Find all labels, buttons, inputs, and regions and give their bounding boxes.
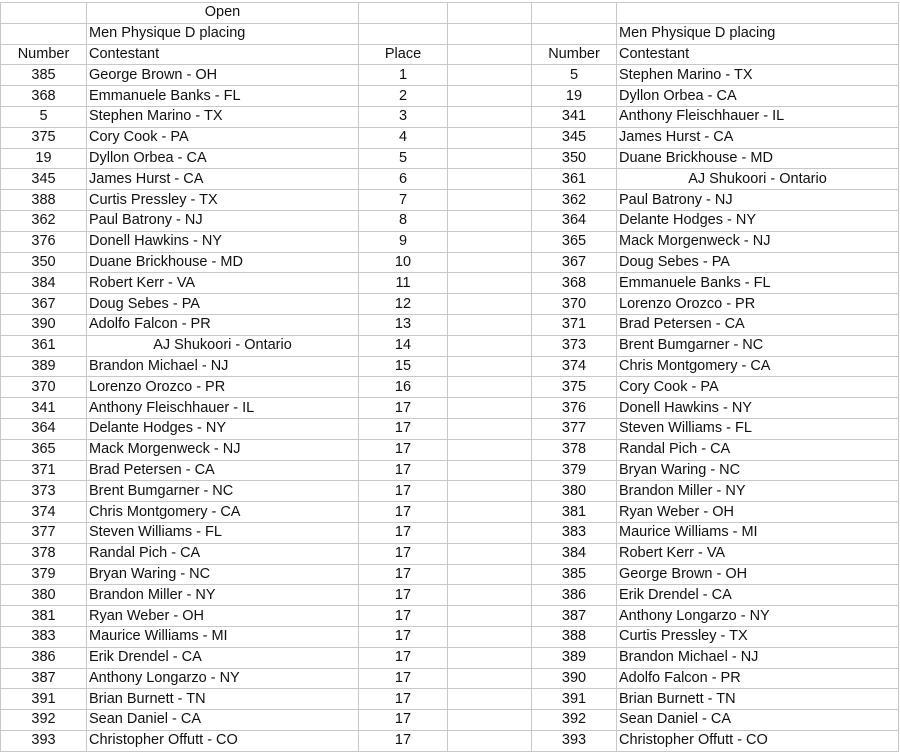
cell[interactable] <box>359 23 448 44</box>
subtitle-row <box>1 23 899 44</box>
contestant-cell[interactable]: Brandon Michael - NJ <box>87 356 359 377</box>
cell[interactable] <box>448 44 532 65</box>
table-row <box>1 294 899 315</box>
number-cell[interactable]: 383 <box>1 626 87 647</box>
place-cell[interactable]: 17 <box>359 710 448 731</box>
right-contestant-cell[interactable]: Randal Pich - CA <box>617 439 899 460</box>
right-contestant-cell[interactable]: Emmanuele Banks - FL <box>617 273 899 294</box>
right-number-cell[interactable]: 386 <box>532 585 617 606</box>
right-contestant-cell[interactable]: Mack Morgenweck - NJ <box>617 231 899 252</box>
contestant-cell[interactable]: Dyllon Orbea - CA <box>87 148 359 169</box>
table-row <box>1 231 899 252</box>
number-cell[interactable]: 386 <box>1 647 87 668</box>
right-contestant-cell[interactable]: AJ Shukoori - Ontario <box>617 169 899 190</box>
cell[interactable] <box>448 730 532 751</box>
cell[interactable] <box>448 585 532 606</box>
cell[interactable] <box>448 86 532 107</box>
number-cell[interactable]: 368 <box>1 86 87 107</box>
cell[interactable] <box>448 543 532 564</box>
right-number-cell[interactable]: 361 <box>532 169 617 190</box>
right-number-cell[interactable]: 345 <box>532 127 617 148</box>
number-cell[interactable]: 381 <box>1 606 87 627</box>
right-number-cell[interactable]: 362 <box>532 190 617 211</box>
right-contestant-cell[interactable]: James Hurst - CA <box>617 127 899 148</box>
table-row <box>1 190 899 211</box>
place-cell[interactable]: 12 <box>359 294 448 315</box>
cell[interactable] <box>448 460 532 481</box>
place-cell[interactable]: 9 <box>359 231 448 252</box>
cell[interactable] <box>448 23 532 44</box>
table-row <box>1 668 899 689</box>
number-cell[interactable]: 387 <box>1 668 87 689</box>
contestant-cell[interactable]: Chris Montgomery - CA <box>87 502 359 523</box>
contestant-cell[interactable]: Bryan Waring - NC <box>87 564 359 585</box>
cell[interactable] <box>448 148 532 169</box>
contestant-cell[interactable]: Duane Brickhouse - MD <box>87 252 359 273</box>
right-number-cell[interactable]: 377 <box>532 418 617 439</box>
right-number-cell[interactable]: 380 <box>532 481 617 502</box>
right-number-cell[interactable]: 375 <box>532 377 617 398</box>
number-cell[interactable]: 362 <box>1 210 87 231</box>
number-cell[interactable]: 385 <box>1 65 87 86</box>
right-contestant-cell[interactable]: Christopher Offutt - CO <box>617 730 899 751</box>
right-contestant-cell[interactable]: Steven Williams - FL <box>617 418 899 439</box>
contestant-cell[interactable]: Randal Pich - CA <box>87 543 359 564</box>
right-number-cell[interactable]: 389 <box>532 647 617 668</box>
cell[interactable] <box>617 3 899 24</box>
cell[interactable] <box>1 3 87 24</box>
right-number-cell[interactable]: 381 <box>532 502 617 523</box>
contestant-cell[interactable]: Doug Sebes - PA <box>87 294 359 315</box>
cell[interactable] <box>448 210 532 231</box>
right-number-cell[interactable]: 393 <box>532 730 617 751</box>
number-cell[interactable]: 374 <box>1 502 87 523</box>
place-cell[interactable]: 1 <box>359 65 448 86</box>
right-number-cell[interactable]: 373 <box>532 335 617 356</box>
cell[interactable] <box>532 3 617 24</box>
table-row <box>1 418 899 439</box>
header-number[interactable]: Number <box>1 44 87 65</box>
place-cell[interactable]: 17 <box>359 585 448 606</box>
right-contestant-cell[interactable]: Brian Burnett - TN <box>617 689 899 710</box>
number-cell[interactable]: 377 <box>1 522 87 543</box>
number-cell[interactable]: 365 <box>1 439 87 460</box>
contestant-cell[interactable]: Adolfo Falcon - PR <box>87 314 359 335</box>
table-row <box>1 606 899 627</box>
right-number-cell[interactable]: 19 <box>532 86 617 107</box>
right-contestant-cell[interactable]: Dyllon Orbea - CA <box>617 86 899 107</box>
cell[interactable] <box>448 481 532 502</box>
place-cell[interactable]: 16 <box>359 377 448 398</box>
table-row <box>1 502 899 523</box>
left-subtitle[interactable]: Men Physique D placing <box>87 23 359 44</box>
right-number-cell[interactable]: 365 <box>532 231 617 252</box>
number-cell[interactable]: 345 <box>1 169 87 190</box>
number-cell[interactable]: 390 <box>1 314 87 335</box>
contestant-cell[interactable]: Ryan Weber - OH <box>87 606 359 627</box>
contestant-cell[interactable]: Maurice Williams - MI <box>87 626 359 647</box>
right-contestant-cell[interactable]: Chris Montgomery - CA <box>617 356 899 377</box>
place-cell[interactable]: 3 <box>359 106 448 127</box>
place-cell[interactable]: 17 <box>359 564 448 585</box>
number-cell[interactable]: 389 <box>1 356 87 377</box>
table-row <box>1 127 899 148</box>
cell[interactable] <box>1 23 87 44</box>
place-cell[interactable]: 10 <box>359 252 448 273</box>
right-header-number[interactable]: Number <box>532 44 617 65</box>
place-cell[interactable]: 17 <box>359 460 448 481</box>
right-number-cell[interactable]: 383 <box>532 522 617 543</box>
table-row <box>1 522 899 543</box>
number-cell[interactable]: 371 <box>1 460 87 481</box>
table-row <box>1 564 899 585</box>
number-cell[interactable]: 5 <box>1 106 87 127</box>
number-cell[interactable]: 19 <box>1 148 87 169</box>
right-contestant-cell[interactable]: Curtis Pressley - TX <box>617 626 899 647</box>
cell[interactable] <box>448 231 532 252</box>
place-cell[interactable]: 13 <box>359 314 448 335</box>
contestant-cell[interactable]: Cory Cook - PA <box>87 127 359 148</box>
right-contestant-cell[interactable]: Donell Hawkins - NY <box>617 398 899 419</box>
table-row <box>1 148 899 169</box>
cell[interactable] <box>448 3 532 24</box>
cell[interactable] <box>448 356 532 377</box>
place-cell[interactable]: 4 <box>359 127 448 148</box>
cell[interactable] <box>448 502 532 523</box>
place-cell[interactable]: 17 <box>359 647 448 668</box>
contestant-cell[interactable]: Brandon Miller - NY <box>87 585 359 606</box>
contestant-cell[interactable]: Curtis Pressley - TX <box>87 190 359 211</box>
table-row <box>1 106 899 127</box>
header-place[interactable]: Place <box>359 44 448 65</box>
place-cell[interactable]: 17 <box>359 502 448 523</box>
table-row <box>1 377 899 398</box>
cell[interactable] <box>448 294 532 315</box>
place-cell[interactable]: 15 <box>359 356 448 377</box>
right-contestant-cell[interactable]: Brandon Michael - NJ <box>617 647 899 668</box>
right-number-cell[interactable]: 371 <box>532 314 617 335</box>
right-number-cell[interactable]: 391 <box>532 689 617 710</box>
cell[interactable] <box>448 564 532 585</box>
right-subtitle[interactable]: Men Physique D placing <box>617 23 899 44</box>
number-cell[interactable]: 361 <box>1 335 87 356</box>
header-contestant[interactable]: Contestant <box>87 44 359 65</box>
cell[interactable] <box>448 626 532 647</box>
right-contestant-cell[interactable]: Adolfo Falcon - PR <box>617 668 899 689</box>
table-row <box>1 65 899 86</box>
table-row <box>1 730 899 751</box>
place-cell[interactable]: 17 <box>359 439 448 460</box>
place-cell[interactable]: 17 <box>359 418 448 439</box>
cell[interactable] <box>448 190 532 211</box>
right-number-cell[interactable]: 5 <box>532 65 617 86</box>
place-cell[interactable]: 5 <box>359 148 448 169</box>
cell[interactable] <box>448 689 532 710</box>
number-cell[interactable]: 367 <box>1 294 87 315</box>
table-row <box>1 689 899 710</box>
right-number-cell[interactable]: 341 <box>532 106 617 127</box>
contestant-cell[interactable]: Donell Hawkins - NY <box>87 231 359 252</box>
contestant-cell[interactable]: Stephen Marino - TX <box>87 106 359 127</box>
cell[interactable] <box>448 127 532 148</box>
cell[interactable] <box>448 606 532 627</box>
cell[interactable] <box>359 3 448 24</box>
right-number-cell[interactable]: 374 <box>532 356 617 377</box>
number-cell[interactable]: 341 <box>1 398 87 419</box>
right-contestant-cell[interactable]: Doug Sebes - PA <box>617 252 899 273</box>
right-contestant-cell[interactable]: Ryan Weber - OH <box>617 502 899 523</box>
table-row <box>1 356 899 377</box>
contestant-cell[interactable]: Sean Daniel - CA <box>87 710 359 731</box>
contestant-cell[interactable]: Delante Hodges - NY <box>87 418 359 439</box>
cell[interactable] <box>448 169 532 190</box>
contestant-cell[interactable]: Mack Morgenweck - NJ <box>87 439 359 460</box>
right-contestant-cell[interactable]: Sean Daniel - CA <box>617 710 899 731</box>
right-contestant-cell[interactable]: Robert Kerr - VA <box>617 543 899 564</box>
right-number-cell[interactable]: 350 <box>532 148 617 169</box>
table-row <box>1 86 899 107</box>
right-number-cell[interactable]: 388 <box>532 626 617 647</box>
cell[interactable] <box>448 647 532 668</box>
contestant-cell[interactable]: Christopher Offutt - CO <box>87 730 359 751</box>
place-cell[interactable]: 17 <box>359 543 448 564</box>
right-contestant-cell[interactable]: Brandon Miller - NY <box>617 481 899 502</box>
contestant-cell[interactable]: Brian Burnett - TN <box>87 689 359 710</box>
place-cell[interactable]: 11 <box>359 273 448 294</box>
right-number-cell[interactable]: 368 <box>532 273 617 294</box>
cell[interactable] <box>448 439 532 460</box>
place-cell[interactable]: 2 <box>359 86 448 107</box>
cell[interactable] <box>448 418 532 439</box>
right-contestant-cell[interactable]: Brent Bumgarner - NC <box>617 335 899 356</box>
place-cell[interactable]: 7 <box>359 190 448 211</box>
table-row <box>1 252 899 273</box>
place-cell[interactable]: 6 <box>359 169 448 190</box>
right-number-cell[interactable]: 379 <box>532 460 617 481</box>
right-contestant-cell[interactable]: Delante Hodges - NY <box>617 210 899 231</box>
number-cell[interactable]: 388 <box>1 190 87 211</box>
contestant-cell[interactable]: Erik Drendel - CA <box>87 647 359 668</box>
right-contestant-cell[interactable]: Anthony Fleischhauer - IL <box>617 106 899 127</box>
right-contestant-cell[interactable]: Maurice Williams - MI <box>617 522 899 543</box>
number-cell[interactable]: 384 <box>1 273 87 294</box>
number-cell[interactable]: 375 <box>1 127 87 148</box>
cell[interactable] <box>448 398 532 419</box>
contestant-cell[interactable]: Emmanuele Banks - FL <box>87 86 359 107</box>
place-cell[interactable]: 14 <box>359 335 448 356</box>
table-row <box>1 169 899 190</box>
place-cell[interactable]: 17 <box>359 730 448 751</box>
right-number-cell[interactable]: 384 <box>532 543 617 564</box>
table-row <box>1 585 899 606</box>
place-cell[interactable]: 17 <box>359 668 448 689</box>
table-row <box>1 626 899 647</box>
contestant-cell[interactable]: Anthony Longarzo - NY <box>87 668 359 689</box>
title-row <box>1 3 899 24</box>
right-number-cell[interactable]: 378 <box>532 439 617 460</box>
place-cell[interactable]: 17 <box>359 398 448 419</box>
number-cell[interactable]: 350 <box>1 252 87 273</box>
table-row <box>1 335 899 356</box>
right-contestant-cell[interactable]: Duane Brickhouse - MD <box>617 148 899 169</box>
right-contestant-cell[interactable]: Anthony Longarzo - NY <box>617 606 899 627</box>
right-number-cell[interactable]: 376 <box>532 398 617 419</box>
right-contestant-cell[interactable]: Paul Batrony - NJ <box>617 190 899 211</box>
table-row <box>1 543 899 564</box>
number-cell[interactable]: 376 <box>1 231 87 252</box>
right-number-cell[interactable]: 367 <box>532 252 617 273</box>
right-contestant-cell[interactable]: Lorenzo Orozco - PR <box>617 294 899 315</box>
place-cell[interactable]: 17 <box>359 481 448 502</box>
table-row <box>1 481 899 502</box>
table-row <box>1 439 899 460</box>
number-cell[interactable]: 378 <box>1 543 87 564</box>
table-row <box>1 314 899 335</box>
right-contestant-cell[interactable]: Bryan Waring - NC <box>617 460 899 481</box>
right-number-cell[interactable]: 364 <box>532 210 617 231</box>
number-cell[interactable]: 364 <box>1 418 87 439</box>
table-row <box>1 710 899 731</box>
right-contestant-cell[interactable]: Cory Cook - PA <box>617 377 899 398</box>
table-title[interactable]: Open <box>87 3 359 24</box>
number-cell[interactable]: 379 <box>1 564 87 585</box>
table-row <box>1 273 899 294</box>
right-header-contestant[interactable]: Contestant <box>617 44 899 65</box>
cell[interactable] <box>448 252 532 273</box>
cell[interactable] <box>532 23 617 44</box>
right-number-cell[interactable]: 385 <box>532 564 617 585</box>
contestant-cell[interactable]: George Brown - OH <box>87 65 359 86</box>
place-cell[interactable]: 17 <box>359 626 448 647</box>
contestant-cell[interactable]: AJ Shukoori - Ontario <box>87 335 359 356</box>
cell[interactable] <box>448 335 532 356</box>
header-row <box>1 44 899 65</box>
right-number-cell[interactable]: 392 <box>532 710 617 731</box>
table-row <box>1 460 899 481</box>
right-number-cell[interactable]: 387 <box>532 606 617 627</box>
number-cell[interactable]: 391 <box>1 689 87 710</box>
table-row <box>1 210 899 231</box>
table-row <box>1 398 899 419</box>
right-number-cell[interactable]: 390 <box>532 668 617 689</box>
contestant-cell[interactable]: Paul Batrony - NJ <box>87 210 359 231</box>
spreadsheet-grid <box>0 2 899 752</box>
right-contestant-cell[interactable]: George Brown - OH <box>617 564 899 585</box>
contestant-cell[interactable]: Brad Petersen - CA <box>87 460 359 481</box>
number-cell[interactable]: 393 <box>1 730 87 751</box>
number-cell[interactable]: 370 <box>1 377 87 398</box>
right-contestant-cell[interactable]: Brad Petersen - CA <box>617 314 899 335</box>
place-cell[interactable]: 17 <box>359 689 448 710</box>
number-cell[interactable]: 392 <box>1 710 87 731</box>
contestant-cell[interactable]: Steven Williams - FL <box>87 522 359 543</box>
right-contestant-cell[interactable]: Erik Drendel - CA <box>617 585 899 606</box>
cell[interactable] <box>448 377 532 398</box>
cell[interactable] <box>448 314 532 335</box>
number-cell[interactable]: 373 <box>1 481 87 502</box>
cell[interactable] <box>448 710 532 731</box>
cell[interactable] <box>448 106 532 127</box>
contestant-cell[interactable]: Anthony Fleischhauer - IL <box>87 398 359 419</box>
place-cell[interactable]: 17 <box>359 522 448 543</box>
cell[interactable] <box>448 65 532 86</box>
cell[interactable] <box>448 668 532 689</box>
contestant-cell[interactable]: James Hurst - CA <box>87 169 359 190</box>
place-cell[interactable]: 17 <box>359 606 448 627</box>
table-row <box>1 647 899 668</box>
contestant-cell[interactable]: Brent Bumgarner - NC <box>87 481 359 502</box>
right-contestant-cell[interactable]: Stephen Marino - TX <box>617 65 899 86</box>
number-cell[interactable]: 380 <box>1 585 87 606</box>
contestant-cell[interactable]: Lorenzo Orozco - PR <box>87 377 359 398</box>
right-number-cell[interactable]: 370 <box>532 294 617 315</box>
cell[interactable] <box>448 522 532 543</box>
place-cell[interactable]: 8 <box>359 210 448 231</box>
cell[interactable] <box>448 273 532 294</box>
contestant-cell[interactable]: Robert Kerr - VA <box>87 273 359 294</box>
